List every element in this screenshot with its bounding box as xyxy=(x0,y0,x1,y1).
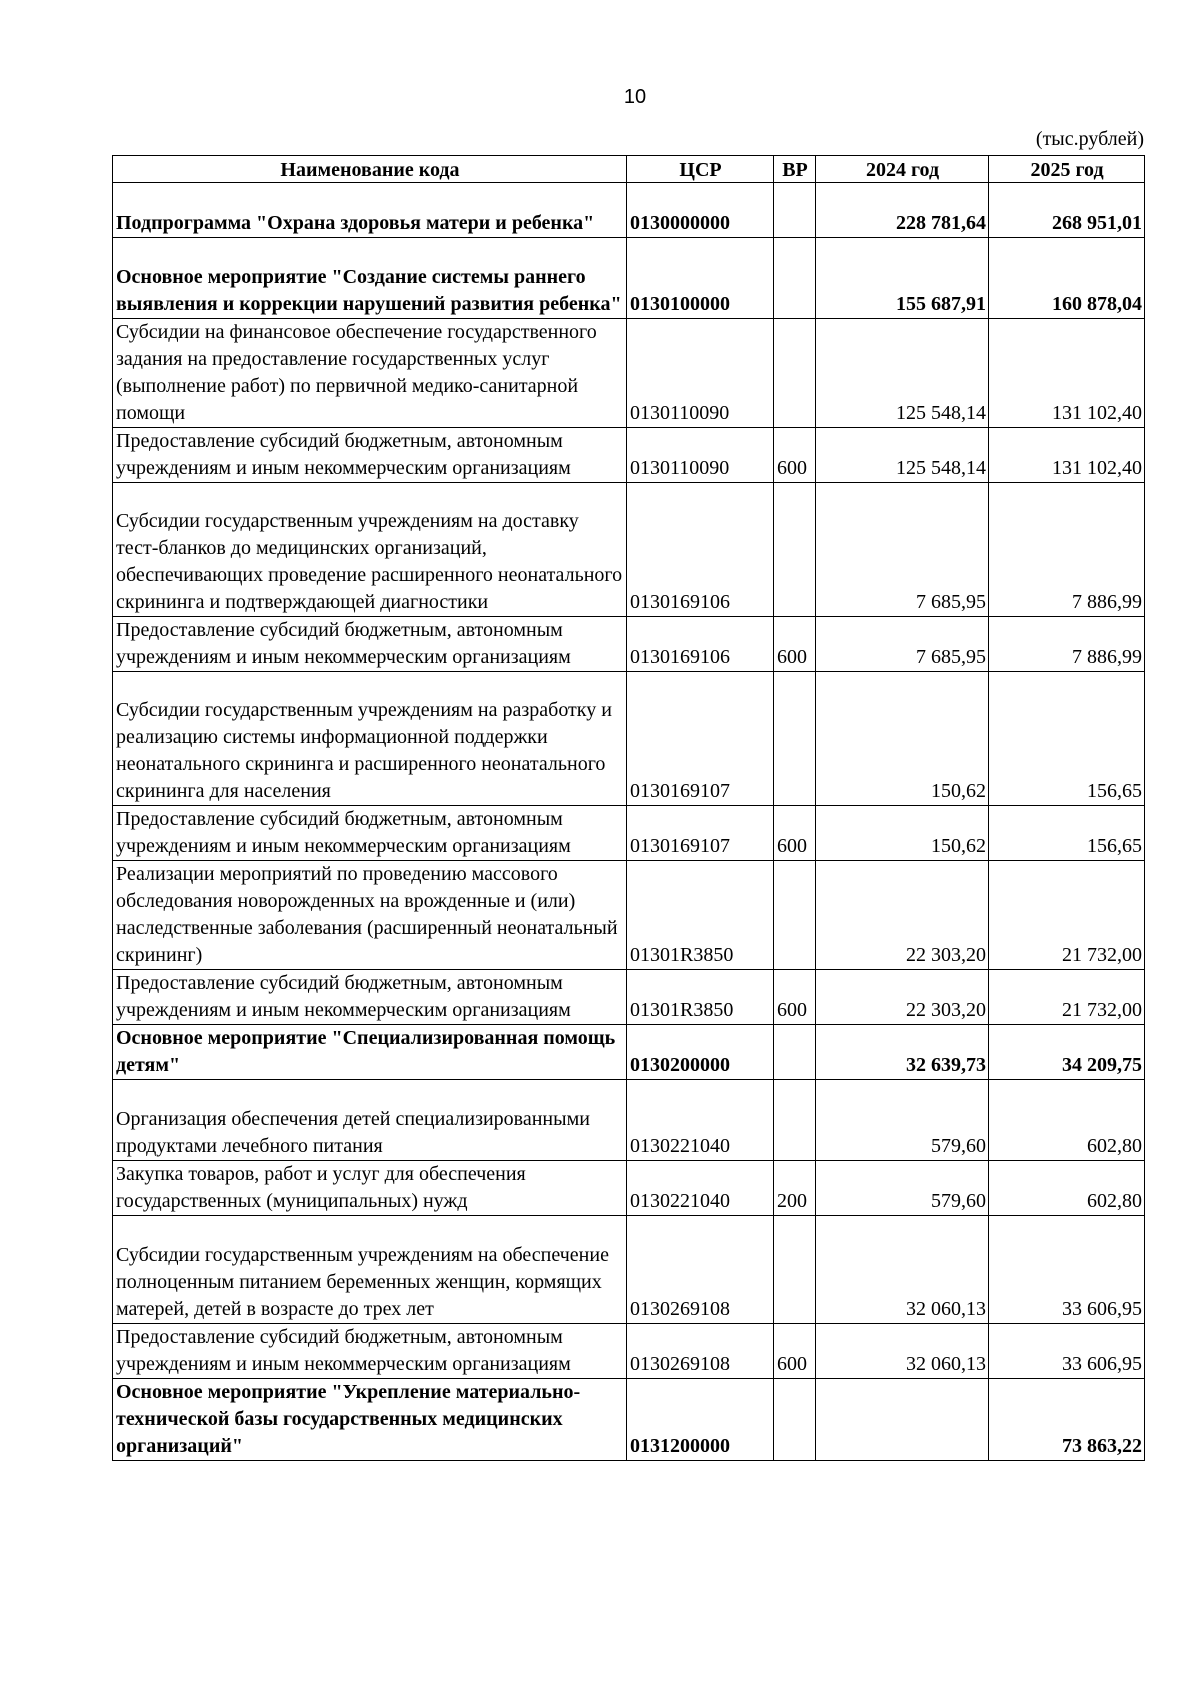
row-2025-cell: 131 102,40 xyxy=(989,428,1145,483)
row-csr-cell: 0130169106 xyxy=(627,483,774,617)
table-row xyxy=(113,1161,1145,1216)
row-csr-cell: 0130169107 xyxy=(627,672,774,806)
budget-table xyxy=(112,155,1145,1461)
row-2025-cell: 73 863,22 xyxy=(989,1379,1145,1461)
row-name-cell: Предоставление субсидий бюджетным, автономным учреждениям и иным некоммерческим организациям xyxy=(113,617,627,672)
row-vr-cell: 600 xyxy=(774,1324,816,1379)
table-header-row xyxy=(113,156,1145,183)
header-name: Наименование кода xyxy=(113,156,627,183)
table-row xyxy=(113,1324,1145,1379)
row-csr-cell: 0130221040 xyxy=(627,1161,774,1216)
row-2025-cell: 33 606,95 xyxy=(989,1216,1145,1324)
table-row xyxy=(113,806,1145,861)
row-2025-cell: 7 886,99 xyxy=(989,483,1145,617)
row-csr-cell: 0130110090 xyxy=(627,428,774,483)
row-vr-cell: 600 xyxy=(774,428,816,483)
row-name-cell: Субсидии государственным учреждениям на обеспечение полноценным питанием беременных женщин, кормящих матерей, детей в возрасте до трех лет xyxy=(113,1216,627,1324)
row-2024-cell: 7 685,95 xyxy=(816,617,989,672)
row-name-cell: Предоставление субсидий бюджетным, автономным учреждениям и иным некоммерческим организациям xyxy=(113,1324,627,1379)
table-row xyxy=(113,1216,1145,1324)
row-vr-cell xyxy=(774,319,816,428)
row-csr-cell: 0130110090 xyxy=(627,319,774,428)
row-2024-cell: 150,62 xyxy=(816,806,989,861)
row-name-cell: Предоставление субсидий бюджетным, автономным учреждениям и иным некоммерческим организациям xyxy=(113,970,627,1025)
header-vr: ВР xyxy=(774,156,816,183)
row-csr-cell: 0131200000 xyxy=(627,1379,774,1461)
table-row xyxy=(113,1080,1145,1161)
table-row xyxy=(113,428,1145,483)
row-2024-cell: 32 060,13 xyxy=(816,1324,989,1379)
table-row xyxy=(113,861,1145,970)
row-name-cell: Реализации мероприятий по проведению массового обследования новорожденных на врожденные и (или) наследственные заболевания (расширенный неонатальный скрининг) xyxy=(113,861,627,970)
row-2025-cell: 156,65 xyxy=(989,672,1145,806)
row-csr-cell: 01301R3850 xyxy=(627,861,774,970)
row-2025-cell: 131 102,40 xyxy=(989,319,1145,428)
header-2025: 2025 год xyxy=(989,156,1145,183)
row-name-cell: Основное мероприятие "Создание системы раннего выявления и коррекции нарушений развития ребенка" xyxy=(113,238,627,319)
row-csr-cell: 0130169106 xyxy=(627,617,774,672)
row-name-cell: Подпрограмма "Охрана здоровья матери и ребенка" xyxy=(113,183,627,238)
row-name-cell: Предоставление субсидий бюджетным, автономным учреждениям и иным некоммерческим организациям xyxy=(113,806,627,861)
row-2025-cell: 34 209,75 xyxy=(989,1025,1145,1080)
row-csr-cell: 0130200000 xyxy=(627,1025,774,1080)
row-vr-cell xyxy=(774,1379,816,1461)
header-csr: ЦСР xyxy=(627,156,774,183)
row-2024-cell: 32 639,73 xyxy=(816,1025,989,1080)
row-name-cell: Основное мероприятие "Укрепление материально-технической базы государственных медицинских организаций" xyxy=(113,1379,627,1461)
row-2024-cell: 150,62 xyxy=(816,672,989,806)
table-row xyxy=(113,183,1145,238)
row-vr-cell: 600 xyxy=(774,806,816,861)
row-vr-cell xyxy=(774,1025,816,1080)
row-2024-cell: 125 548,14 xyxy=(816,319,989,428)
row-vr-cell xyxy=(774,183,816,238)
row-2024-cell: 579,60 xyxy=(816,1161,989,1216)
row-2025-cell: 156,65 xyxy=(989,806,1145,861)
row-2024-cell: 579,60 xyxy=(816,1080,989,1161)
row-2024-cell: 7 685,95 xyxy=(816,483,989,617)
row-csr-cell: 01301R3850 xyxy=(627,970,774,1025)
row-name-cell: Основное мероприятие "Специализированная помощь детям" xyxy=(113,1025,627,1080)
row-name-cell: Организация обеспечения детей специализированными продуктами лечебного питания xyxy=(113,1080,627,1161)
row-vr-cell xyxy=(774,1216,816,1324)
row-name-cell: Субсидии государственным учреждениям на доставку тест-бланков до медицинских организаций, обеспечивающих проведение расширенного неонатального скрининга и подтверждающей диагностики xyxy=(113,483,627,617)
row-vr-cell: 200 xyxy=(774,1161,816,1216)
row-vr-cell: 600 xyxy=(774,617,816,672)
header-2024: 2024 год xyxy=(816,156,989,183)
row-2025-cell: 160 878,04 xyxy=(989,238,1145,319)
row-csr-cell: 0130269108 xyxy=(627,1216,774,1324)
table-row xyxy=(113,617,1145,672)
row-name-cell: Предоставление субсидий бюджетным, автономным учреждениям и иным некоммерческим организациям xyxy=(113,428,627,483)
row-vr-cell xyxy=(774,1080,816,1161)
row-2025-cell: 21 732,00 xyxy=(989,970,1145,1025)
row-name-cell: Субсидии государственным учреждениям на разработку и реализацию системы информационной поддержки неонатального скрининга и расширенного неонатального скрининга для населения xyxy=(113,672,627,806)
row-2025-cell: 268 951,01 xyxy=(989,183,1145,238)
row-2025-cell: 7 886,99 xyxy=(989,617,1145,672)
table-row xyxy=(113,1379,1145,1461)
table-row xyxy=(113,970,1145,1025)
table-row xyxy=(113,672,1145,806)
row-vr-cell xyxy=(774,483,816,617)
row-2024-cell: 22 303,20 xyxy=(816,970,989,1025)
row-2025-cell: 33 606,95 xyxy=(989,1324,1145,1379)
table-row xyxy=(113,1025,1145,1080)
row-csr-cell: 0130221040 xyxy=(627,1080,774,1161)
table-row xyxy=(113,238,1145,319)
table-body xyxy=(113,183,1145,1461)
table-row xyxy=(113,483,1145,617)
row-name-cell: Субсидии на финансовое обеспечение государственного задания на предоставление государственных услуг (выполнение работ) по первичной медико-санитарной помощи xyxy=(113,319,627,428)
row-2024-cell: 125 548,14 xyxy=(816,428,989,483)
row-csr-cell: 0130169107 xyxy=(627,806,774,861)
units-label: (тыс.рублей) xyxy=(1035,128,1144,150)
row-vr-cell xyxy=(774,238,816,319)
row-2024-cell: 32 060,13 xyxy=(816,1216,989,1324)
row-2025-cell: 602,80 xyxy=(989,1161,1145,1216)
row-name-cell: Закупка товаров, работ и услуг для обеспечения государственных (муниципальных) нужд xyxy=(113,1161,627,1216)
row-csr-cell: 0130269108 xyxy=(627,1324,774,1379)
row-2025-cell: 602,80 xyxy=(989,1080,1145,1161)
page-number: 10 xyxy=(623,86,647,108)
row-vr-cell xyxy=(774,861,816,970)
row-csr-cell: 0130100000 xyxy=(627,238,774,319)
row-vr-cell xyxy=(774,672,816,806)
row-2024-cell: 228 781,64 xyxy=(816,183,989,238)
row-2024-cell xyxy=(816,1379,989,1461)
row-csr-cell: 0130000000 xyxy=(627,183,774,238)
row-2024-cell: 22 303,20 xyxy=(816,861,989,970)
row-vr-cell: 600 xyxy=(774,970,816,1025)
row-2024-cell: 155 687,91 xyxy=(816,238,989,319)
table-row xyxy=(113,319,1145,428)
row-2025-cell: 21 732,00 xyxy=(989,861,1145,970)
